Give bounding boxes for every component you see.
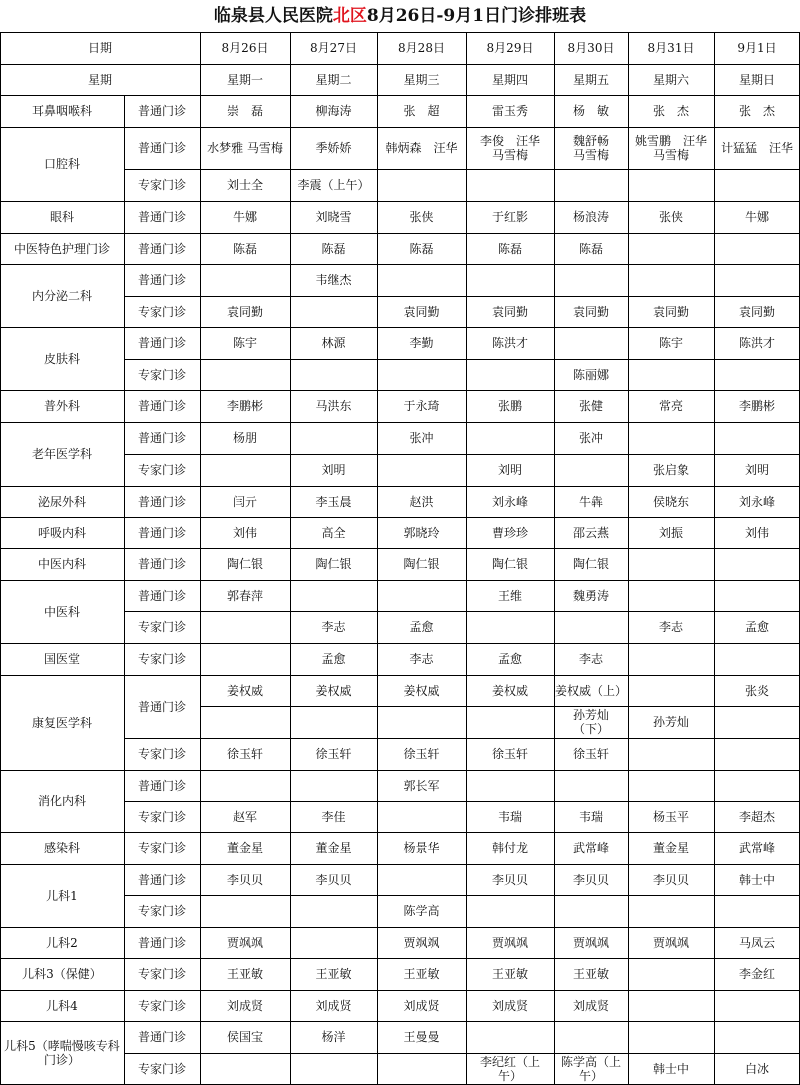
- schedule-cell: 李贝贝: [652, 872, 689, 887]
- schedule-cell: [466, 770, 554, 801]
- department-label: 消化内科: [37, 794, 86, 808]
- schedule-cell: [714, 1021, 800, 1053]
- schedule-cell: 袁同勤: [226, 304, 263, 319]
- schedule-cell: [554, 264, 628, 296]
- schedule-cell: 牛娜: [232, 210, 257, 224]
- department-label: 中医特色护理门诊: [13, 241, 110, 256]
- schedule-cell: 李志: [321, 620, 346, 634]
- schedule-cell: [554, 327, 628, 359]
- clinic-type-label: 普通门诊: [137, 557, 186, 571]
- schedule-cell: 李鹏彬: [738, 399, 775, 413]
- schedule-cell: 刘伟: [232, 525, 257, 540]
- schedule-cell: [714, 233, 800, 264]
- clinic-type-label: 普通门诊: [137, 935, 186, 950]
- schedule-cell: 赵军: [232, 809, 257, 824]
- department-label: 儿科5（哮喘慢咳专科门诊）: [4, 1039, 120, 1067]
- schedule-cell: 于永琦: [403, 399, 440, 413]
- schedule-cell: [714, 895, 800, 927]
- clinic-type-label: 普通门诊: [137, 778, 186, 793]
- clinic-type-label: 普通门诊: [137, 1030, 186, 1044]
- schedule-cell: [628, 770, 714, 801]
- schedule-cell: 李志: [409, 652, 434, 666]
- schedule-cell: 陈丽娜: [572, 367, 609, 382]
- department-label: 中医内科: [37, 557, 86, 571]
- schedule-cell: [377, 1053, 466, 1085]
- schedule-cell: 韦瑞: [497, 809, 522, 824]
- schedule-cell: 于红影: [491, 210, 528, 224]
- clinic-type-label: 专家门诊: [137, 747, 186, 761]
- schedule-cell: 侯国宝: [226, 1030, 263, 1044]
- schedule-cell: [466, 895, 554, 927]
- weekday-cell: 星期六: [652, 72, 689, 87]
- schedule-cell: 陶仁银: [226, 557, 263, 571]
- schedule-cell: 徐玉轩: [226, 747, 263, 761]
- schedule-cell: 李震（上午）: [297, 178, 370, 192]
- clinic-type-label: 专家门诊: [137, 1062, 186, 1076]
- schedule-cell: [200, 706, 290, 738]
- clinic-type-label: 专家门诊: [137, 841, 186, 855]
- schedule-cell: 王亚敏: [403, 967, 440, 981]
- schedule-cell: 杨景华: [403, 841, 440, 855]
- schedule-cell: 高全: [321, 525, 346, 540]
- schedule-cell: 张 超: [403, 104, 440, 118]
- schedule-cell: 陶仁银: [491, 557, 528, 571]
- schedule-cell: 曹珍珍: [491, 525, 528, 540]
- schedule-cell: 李玉晨: [315, 494, 352, 509]
- schedule-cell: 李贝贝: [491, 872, 528, 887]
- schedule-cell: 李贝贝: [572, 872, 609, 887]
- schedule-cell: 牛娜: [744, 210, 769, 224]
- schedule-cell: [200, 359, 290, 390]
- schedule-cell: 季娇娇: [315, 141, 352, 155]
- clinic-type-label: 专家门诊: [137, 463, 186, 477]
- schedule-cell: 张侠: [409, 210, 434, 224]
- schedule-cell: [377, 359, 466, 390]
- schedule-cell: 袁同勤: [738, 304, 775, 319]
- department-label: 感染科: [43, 841, 80, 855]
- schedule-cell: [466, 1021, 554, 1053]
- schedule-cell: 徐玉轩: [572, 747, 609, 761]
- schedule-cell: 刘振: [658, 525, 683, 540]
- schedule-cell: 徐玉轩: [315, 747, 352, 761]
- schedule-cell: 贾飒飒: [226, 935, 263, 950]
- date-cell: 9月1日: [737, 41, 777, 55]
- department-label: 耳鼻咽喉科: [31, 104, 92, 118]
- schedule-cell: 柳海涛: [315, 104, 352, 118]
- schedule-cell: 孙芳灿 （下）: [572, 708, 609, 736]
- schedule-cell: 马凤云: [738, 935, 775, 950]
- schedule-cell: 林源: [321, 336, 346, 350]
- schedule-cell: 郭晓玲: [403, 525, 440, 540]
- schedule-cell: 刘晓雪: [315, 210, 352, 224]
- title-period: 8月26日-9月1日门诊排班表: [366, 6, 587, 26]
- schedule-cell: 李贝贝: [315, 872, 352, 887]
- department-label: 康复医学科: [31, 715, 92, 730]
- schedule-cell: 李超杰: [738, 809, 775, 824]
- schedule-cell: 水梦雅 马雪梅: [207, 141, 283, 155]
- title-district: 北区: [332, 6, 367, 26]
- schedule-cell: 王亚敏: [572, 967, 609, 981]
- schedule-cell: 武常峰: [572, 841, 609, 855]
- schedule-cell: 徐玉轩: [403, 747, 440, 761]
- schedule-cell: 韩炳森 汪华: [385, 141, 458, 155]
- schedule-cell: 孟愈: [409, 620, 434, 634]
- clinic-type-label: 专家门诊: [137, 178, 186, 192]
- schedule-cell: [628, 548, 714, 580]
- schedule-cell: 李俊 汪华 马雪梅: [479, 134, 540, 162]
- schedule-cell: [200, 1053, 290, 1085]
- schedule-cell: 杨浪涛: [572, 210, 609, 224]
- clinic-type-label: 专家门诊: [137, 809, 186, 824]
- department-label: 老年医学科: [31, 447, 92, 461]
- schedule-cell: 魏勇涛: [572, 588, 609, 603]
- schedule-cell: [290, 422, 377, 454]
- schedule-cell: [377, 264, 466, 296]
- schedule-cell: [628, 958, 714, 990]
- schedule-cell: 张 杰: [652, 104, 689, 118]
- department-label: 儿科3（保健）: [22, 967, 102, 981]
- clinic-type-label: 普通门诊: [137, 872, 186, 887]
- schedule-cell: [200, 264, 290, 296]
- clinic-type-label: 普通门诊: [137, 273, 186, 287]
- schedule-cell: 李贝贝: [226, 872, 263, 887]
- schedule-cell: 陈洪才: [738, 336, 775, 350]
- date-cell: 8月26日: [221, 41, 269, 55]
- schedule-cell: 李志: [578, 652, 603, 666]
- schedule-cell: [290, 1053, 377, 1085]
- clinic-type-label: 专家门诊: [137, 904, 186, 918]
- date-cell: 8月28日: [398, 41, 445, 55]
- schedule-cell: 王亚敏: [491, 967, 528, 981]
- department-label: 皮肤科: [43, 351, 80, 366]
- department-label: 儿科4: [46, 998, 78, 1013]
- date-header: 日期: [87, 41, 112, 55]
- schedule-cell: 陈洪才: [491, 336, 528, 350]
- schedule-cell: 李勤: [409, 336, 434, 350]
- schedule-cell: 崇 磊: [226, 104, 263, 118]
- schedule-cell: 闫亓: [232, 494, 257, 509]
- schedule-cell: [200, 454, 290, 486]
- schedule-cell: [714, 643, 800, 675]
- schedule-cell: 刘成贤: [491, 998, 528, 1013]
- schedule-cell: 张 杰: [738, 104, 775, 118]
- schedule-cell: 张冲: [409, 431, 434, 445]
- department-label: 泌尿外科: [37, 494, 86, 509]
- schedule-cell: 李纪红（上 午）: [479, 1055, 540, 1083]
- schedule-cell: [628, 233, 714, 264]
- schedule-cell: 王亚敏: [226, 967, 263, 981]
- schedule-cell: 姚雪鹏 汪华 马雪梅: [634, 134, 707, 162]
- schedule-cell: 姜权威: [491, 683, 528, 698]
- schedule-cell: 韦继杰: [315, 273, 352, 287]
- weekday-cell: 星期二: [315, 72, 352, 87]
- department-label: 呼吸内科: [37, 525, 86, 540]
- schedule-cell: 计猛猛 汪华: [720, 141, 793, 155]
- schedule-cell: 陈磊: [497, 241, 522, 256]
- schedule-cell: 杨洋: [321, 1030, 346, 1044]
- schedule-cell: [377, 706, 466, 738]
- schedule-cell: [377, 454, 466, 486]
- schedule-cell: 武常峰: [738, 841, 775, 855]
- schedule-cell: [200, 895, 290, 927]
- department-label: 普外科: [43, 399, 80, 413]
- clinic-type-label: 普通门诊: [137, 588, 186, 603]
- schedule-cell: [628, 643, 714, 675]
- schedule-cell: [714, 422, 800, 454]
- schedule-cell: [554, 895, 628, 927]
- clinic-type-label: 专家门诊: [137, 998, 186, 1013]
- schedule-cell: [628, 422, 714, 454]
- clinic-type-label: 专家门诊: [137, 620, 186, 634]
- clinic-type-label: 普通门诊: [137, 525, 186, 540]
- clinic-type-label: 专家门诊: [137, 367, 186, 382]
- schedule-cell: [466, 422, 554, 454]
- schedule-cell: [628, 359, 714, 390]
- schedule-cell: [466, 611, 554, 643]
- schedule-cell: 刘成贤: [226, 998, 263, 1013]
- schedule-cell: [628, 1021, 714, 1053]
- schedule-cell: [714, 738, 800, 770]
- schedule-cell: 韩付龙: [491, 841, 528, 855]
- schedule-cell: [466, 706, 554, 738]
- weekday-cell: 星期四: [491, 72, 528, 87]
- schedule-cell: 杨 敏: [572, 104, 609, 118]
- clinic-type-label: 普通门诊: [137, 399, 186, 413]
- schedule-cell: [377, 580, 466, 611]
- date-cell: 8月31日: [647, 41, 695, 55]
- schedule-cell: 刘明: [321, 463, 346, 477]
- department-label: 内分泌二科: [31, 288, 92, 303]
- schedule-cell: 陈磊: [578, 241, 603, 256]
- schedule-cell: 董金星: [315, 841, 352, 855]
- schedule-cell: [290, 706, 377, 738]
- title-hospital: 临泉县人民医院: [213, 6, 333, 26]
- clinic-type-label: 普通门诊: [137, 336, 186, 350]
- schedule-cell: 牛犇: [578, 494, 603, 509]
- schedule-cell: 韩士中: [652, 1062, 689, 1076]
- clinic-type-label: 专家门诊: [137, 304, 186, 319]
- schedule-cell: 刘明: [497, 463, 522, 477]
- clinic-type-label: 专家门诊: [137, 967, 186, 981]
- schedule-cell: 孟愈: [497, 652, 522, 666]
- schedule-cell: 张健: [578, 399, 603, 413]
- clinic-type-label: 普通门诊: [137, 699, 186, 714]
- schedule-cell: [628, 895, 714, 927]
- schedule-cell: 韩士中: [738, 872, 775, 887]
- schedule-cell: [554, 1021, 628, 1053]
- schedule-cell: 李金红: [738, 967, 775, 981]
- schedule-cell: 刘永峰: [491, 494, 528, 509]
- schedule-cell: 刘成贤: [403, 998, 440, 1013]
- schedule-cell: 刘成贤: [572, 998, 609, 1013]
- schedule-cell: 张启象: [652, 463, 689, 477]
- schedule-cell: 陈学高: [403, 904, 440, 918]
- clinic-type-label: 普通门诊: [137, 141, 186, 155]
- schedule-cell: [466, 359, 554, 390]
- schedule-cell: 郭长军: [403, 778, 440, 793]
- schedule-cell: 王维: [497, 588, 522, 603]
- schedule-cell: 孟愈: [321, 652, 346, 666]
- schedule-cell: [290, 296, 377, 327]
- schedule-cell: [377, 801, 466, 832]
- schedule-cell: 刘永峰: [738, 494, 775, 509]
- schedule-cell: [554, 770, 628, 801]
- schedule-cell: 贾飒飒: [572, 935, 609, 950]
- schedule-cell: 姜权威: [403, 683, 440, 698]
- clinic-type-label: 普通门诊: [137, 210, 186, 224]
- schedule-cell: [290, 927, 377, 958]
- schedule-cell: 刘伟: [744, 525, 769, 540]
- schedule-cell: [714, 990, 800, 1021]
- weekday-cell: 星期五: [572, 72, 609, 87]
- schedule-cell: [714, 580, 800, 611]
- schedule-cell: 侯晓东: [652, 494, 689, 509]
- schedule-cell: 张冲: [578, 431, 603, 445]
- schedule-cell: 张炎: [744, 683, 769, 698]
- weekday-header: 星期: [87, 72, 112, 87]
- schedule-cell: 陈宇: [658, 336, 683, 350]
- schedule-cell: [628, 675, 714, 706]
- schedule-cell: 刘士全: [226, 178, 263, 192]
- schedule-cell: [200, 643, 290, 675]
- schedule-cell: 张鹏: [497, 399, 522, 413]
- date-cell: 8月29日: [486, 41, 534, 55]
- schedule-cell: [628, 580, 714, 611]
- schedule-cell: [466, 264, 554, 296]
- schedule-cell: [554, 611, 628, 643]
- schedule-cell: 王亚敏: [315, 967, 352, 981]
- schedule-cell: 董金星: [652, 841, 689, 855]
- schedule-cell: 姜权威: [226, 683, 263, 698]
- schedule-cell: 王曼曼: [403, 1030, 440, 1044]
- schedule-cell: [714, 359, 800, 390]
- schedule-cell: 贾飒飒: [652, 935, 689, 950]
- schedule-cell: 郭春萍: [226, 588, 263, 603]
- schedule-cell: 陶仁银: [403, 557, 440, 571]
- schedule-cell: 赵洪: [409, 494, 434, 509]
- schedule-cell: 李志: [658, 620, 683, 634]
- department-label: 口腔科: [43, 157, 80, 171]
- schedule-cell: 徐玉轩: [491, 747, 528, 761]
- clinic-type-label: 普通门诊: [137, 241, 186, 256]
- schedule-cell: 魏舒畅 马雪梅: [572, 134, 609, 162]
- clinic-type-label: 专家门诊: [137, 652, 186, 666]
- schedule-cell: 袁同勤: [572, 304, 609, 319]
- schedule-cell: 孙芳灿: [652, 715, 689, 729]
- department-label: 中医科: [43, 604, 80, 619]
- date-cell: 8月27日: [310, 41, 357, 55]
- clinic-type-label: 普通门诊: [137, 494, 186, 509]
- weekday-cell: 星期日: [738, 72, 775, 87]
- schedule-cell: 陈学高（上 午）: [560, 1055, 621, 1083]
- schedule-cell: 杨朋: [232, 431, 257, 445]
- schedule-cell: [290, 895, 377, 927]
- schedule-cell: [714, 706, 800, 738]
- clinic-type-label: 普通门诊: [137, 431, 186, 445]
- schedule-cell: 陶仁银: [315, 557, 352, 571]
- schedule-cell: 刘明: [744, 463, 769, 477]
- schedule-cell: 贾飒飒: [403, 935, 440, 950]
- department-label: 儿科1: [46, 888, 78, 903]
- schedule-cell: [466, 169, 554, 201]
- schedule-cell: 韦瑞: [578, 809, 603, 824]
- schedule-cell: 常亮: [658, 399, 683, 413]
- department-label: 眼科: [49, 210, 74, 224]
- schedule-cell: [714, 548, 800, 580]
- schedule-cell: 陈磊: [321, 241, 346, 256]
- schedule-cell: [200, 611, 290, 643]
- schedule-cell: 李佳: [321, 809, 346, 824]
- schedule-cell: 白冰: [744, 1062, 769, 1076]
- schedule-cell: [628, 738, 714, 770]
- schedule-cell: 刘成贤: [315, 998, 352, 1013]
- schedule-cell: 袁同勤: [652, 304, 689, 319]
- schedule-cell: 董金星: [226, 841, 263, 855]
- schedule-cell: 陈宇: [232, 336, 257, 350]
- schedule-cell: [200, 770, 290, 801]
- schedule-cell: 张侠: [658, 210, 683, 224]
- schedule-cell: [290, 770, 377, 801]
- schedule-cell: 姜权威（上）: [555, 683, 628, 698]
- schedule-cell: [377, 864, 466, 895]
- schedule-cell: 袁同勤: [491, 304, 528, 319]
- schedule-cell: 邵云燕: [572, 525, 609, 540]
- schedule-cell: 贾飒飒: [491, 935, 528, 950]
- schedule-cell: 孟愈: [744, 620, 769, 634]
- department-label: 国医堂: [43, 652, 80, 666]
- schedule-cell: 李鹏彬: [226, 399, 263, 413]
- schedule-cell: [554, 169, 628, 201]
- schedule-cell: 姜权威: [315, 683, 352, 698]
- schedule-cell: 马洪东: [315, 399, 352, 413]
- weekday-cell: 星期三: [403, 72, 440, 87]
- schedule-cell: [290, 580, 377, 611]
- schedule-cell: [628, 169, 714, 201]
- schedule-cell: [628, 990, 714, 1021]
- schedule-cell: [377, 169, 466, 201]
- schedule-cell: 雷玉秀: [491, 104, 528, 118]
- department-label: 儿科2: [46, 935, 78, 950]
- schedule-cell: [554, 454, 628, 486]
- schedule-cell: 陈磊: [409, 241, 434, 256]
- schedule-cell: 陈磊: [232, 241, 257, 256]
- schedule-cell: [714, 264, 800, 296]
- schedule-cell: 袁同勤: [403, 304, 440, 319]
- schedule-cell: [714, 169, 800, 201]
- schedule-cell: [290, 359, 377, 390]
- schedule-cell: 杨玉平: [652, 809, 689, 824]
- schedule-cell: [714, 770, 800, 801]
- schedule-cell: [628, 264, 714, 296]
- weekday-cell: 星期一: [226, 72, 263, 87]
- date-cell: 8月30日: [567, 41, 615, 55]
- clinic-type-label: 普通门诊: [137, 104, 186, 118]
- schedule-cell: 陶仁银: [572, 557, 609, 571]
